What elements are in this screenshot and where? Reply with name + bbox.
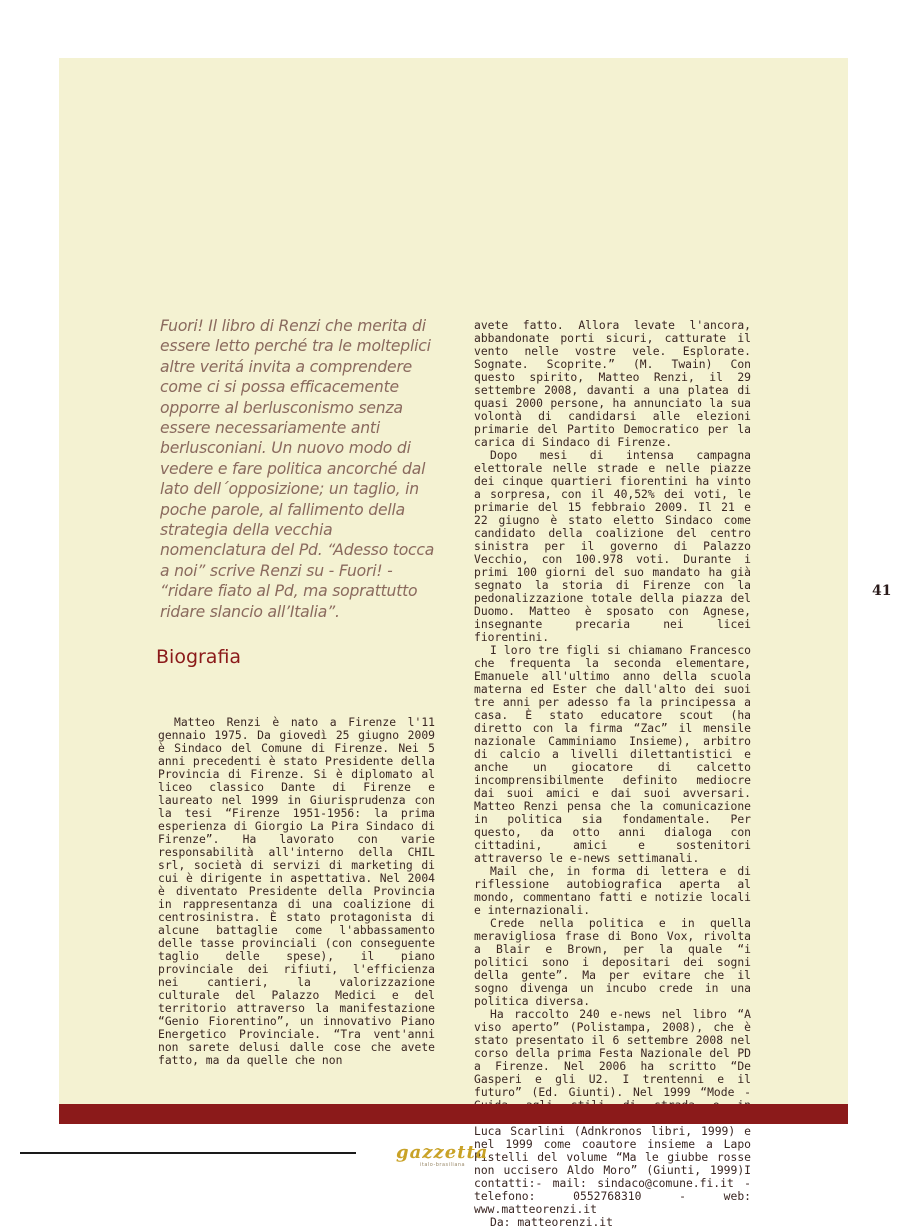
paragraph: Matteo Renzi è nato a Firenze l'11 gennaio 1975. Da giovedì 25 giugno 2009 è Sindaco del Comune di Firenze. Nei 5 anni precedenti è stato Presidente della Provincia di Firenze. Si è diplomato al liceo classico Dante di Firenze e laureato nel 1999 in Giurisprudenza con la tesi “Firenze 1951-1956: la prima esperienza di Giorgio La Pira Sindaco di Firenze”. Ha lavorato con varie responsabilità all'interno della CHIL srl, società di servizi di marketing di cui è dirigente in aspettativa. Nel 2004 è diventato Presidente della Provincia in rappresentanza di una coalizione di centrosinistra. È stato protagonista di alcune battaglie come l'abbassamento delle tasse provinciali (con conseguente taglio delle spese), il piano provinciale dei rifiuti, l'efficienza nei cantieri, la valorizzazione culturale del Palazzo Medici e del territorio attraverso la manifestazione “Genio Fiorentino”, un innovativo Piano Energetico Provinciale. “Tra vent'anni non sarete delusi dalle cose che avete fatto, ma da quelle che non <box>158 715 435 1067</box>
paragraph: I loro tre figli si chiamano Francesco che frequenta la seconda elementare, Emanuele all'ultimo anno della scuola materna ed Ester che dall'alto dei suoi tre anni per adesso fa la principessa a casa. È stato educatore scout (ha diretto con la firma “Zac” il mensile nazionale Camminiamo Insieme), arbitro di calcio a livelli dilettantistici e anche un giocatore di calcetto incomprensibilmente definito mediocre dai suoi amici e dai suoi avversari. Matteo Renzi pensa che la comunicazione in politica sia fondamentale. Per questo, da otto anni dialoga con cittadini, amici e sostenitori attraverso le e-news settimanali. <box>474 643 751 865</box>
footer-rule <box>20 1152 356 1154</box>
paragraph: Dopo mesi di intensa campagna elettorale nelle strade e nelle piazze dei cinque quartieri fiorentini ha vinto a sorpresa, con il 40,52% dei voti, le primarie del 15 febbraio 2009. Il 21 e 22 giugno è stato eletto Sindaco come candidato della coalizione del centro sinistra per il governo di Palazzo Vecchio, con 100.978 voti. Durante i primi 100 giorni del suo mandato ha già segnato la storia di Firenze con la pedonalizzazione totale della piazza del Duomo. Matteo è sposato con Agnese, insegnante precaria nei licei fiorentini. <box>474 448 751 644</box>
section-title: Biografia <box>156 646 242 668</box>
paragraph: Da: matteorenzi.it <box>490 1215 613 1229</box>
left-column <box>158 716 435 1067</box>
bottom-color-band <box>59 1104 848 1124</box>
intro-pullquote: Fuori! Il libro di Renzi che merita di essere letto perché tra le molteplici altre veritá invita a comprendere come ci si possa efficacemente opporre al berlusconismo senza essere necessariamente anti berlusconiani. Un nuovo modo di vedere e fare politica ancorché dal lato dell´opposizione; un taglio, in poche parole, al fallimento della strategia della vecchia nomenclatura del Pd. “Adesso tocca a noi” scrive Renzi su - Fuori! - “ridare fiato al Pd, ma soprattutto ridare slancio all’Italia”. <box>160 317 435 621</box>
paragraph: Mail che, in forma di lettera e di riflessione autobiografica aperta al mondo, commentano fatti e notizie locali e internazionali. <box>474 864 751 917</box>
page-number: 41 <box>872 583 892 599</box>
paragraph: Crede nella politica e in quella meravigliosa frase di Bono Vox, rivolta a Blair e Brown, per la quale “i politici sono i depositari dei sogni della gente”. Ma per evitare che il sogno divenga un incubo crede in una politica diversa. <box>474 916 751 1008</box>
magazine-logo-subtitle: italo-brasiliana <box>420 1162 466 1168</box>
magazine-logo: gazzetta <box>396 1142 489 1163</box>
paragraph: avete fatto. Allora levate l'ancora, abbandonate porti sicuri, catturate il vento nelle vostre vele. Esplorate. Sognate. Scoprite.” (M. Twain) Con questo spirito, Matteo Renzi, il 29 settembre 2008, davanti a una platea di quasi 2000 persone, ha annunciato la sua volontà di candidarsi alle elezioni primarie del Partito Democratico per la carica di Sindaco di Firenze. <box>474 318 751 449</box>
right-column <box>474 319 751 1229</box>
paragraph: Ha raccolto 240 e-news nel libro “A viso aperto” (Polistampa, 2008), che è stato presentato il 6 settembre 2008 nel corso della prima Festa Nazionale del PD a Firenze. Nel 2006 ha scritto “De Gasperi e gli U2. I trentenni e il futuro” (Ed. Giunti). Nel 1999 “Mode - Luca Scarlini (Adnkronos libri, 1999) e nel 1999 come coautore insieme a Lapo Pistelli del volume “Ma le giubbe rosse non uccisero Aldo Moro” (Giunti, 1999)I contatti:- mail: sindaco@comune.fi.it - telefono: 0552768310 - web: www.matteorenzi.it <box>474 1007 751 1216</box>
